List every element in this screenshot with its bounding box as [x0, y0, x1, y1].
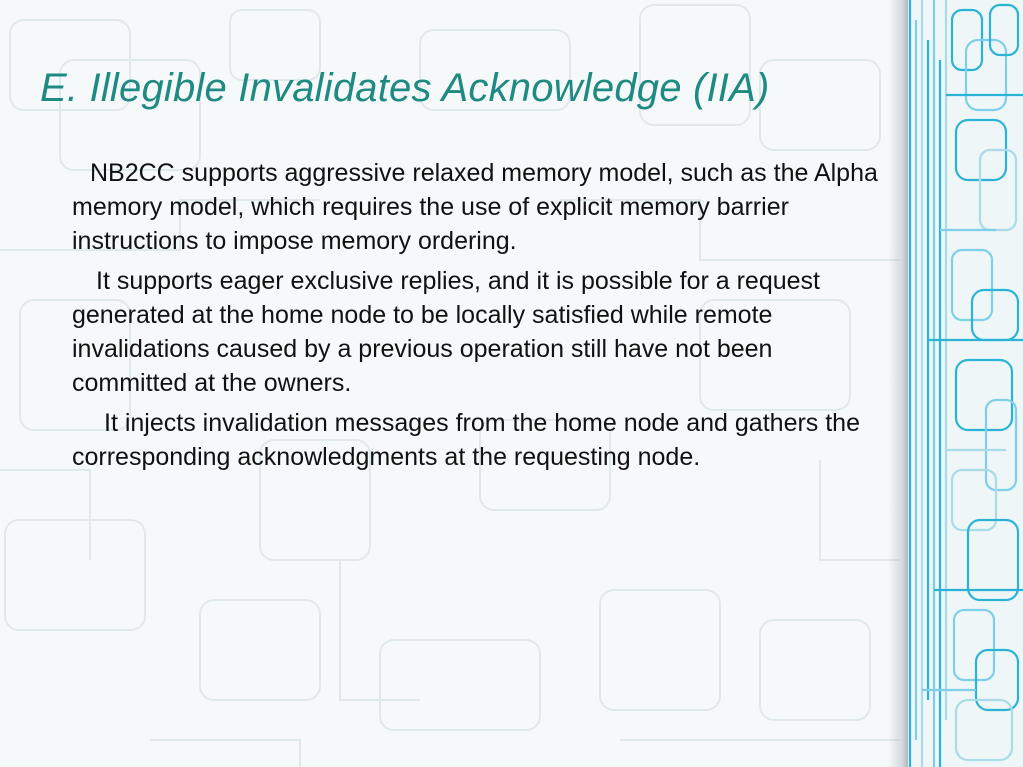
slide-body [72, 156, 892, 480]
decorative-circuit-band [906, 0, 1023, 767]
paragraph-2: It supports eager exclusive replies, and it is possible for a request generated at the home node to be locally satisfied while remote invalidations caused by a previous operation still have not been committed at the owners. [72, 267, 820, 397]
paragraph-3: It injects invalidation messages from the home node and gathers the corresponding acknowledgments at the requesting node. [72, 409, 860, 471]
paragraph-1: NB2CC supports aggressive relaxed memory model, such as the Alpha memory model, which requires the use of explicit memory barrier instructions to impose memory ordering. [72, 159, 878, 255]
slide-title: E. Illegible Invalidates Acknowledge (IIA) [40, 66, 770, 110]
